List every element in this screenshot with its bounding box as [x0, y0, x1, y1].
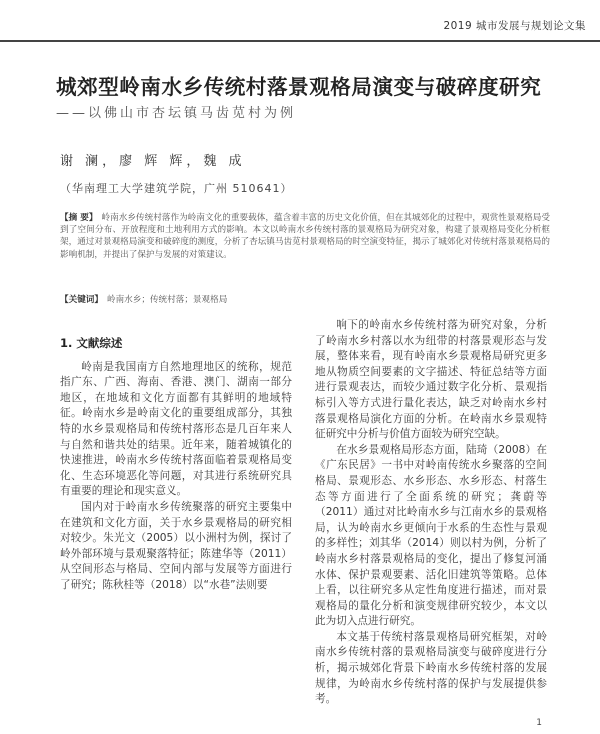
author-affiliation: （华南理工大学建筑学院，广州 510641） — [60, 182, 293, 195]
paragraph: 响下的岭南水乡传统村落为研究对象，分析了岭南水乡村落以水为纽带的村落景观形态与发展，整体来看，现有岭南水乡景观格局研究更多地从物质空间要素的文字描述、特征总结等方面进行景观表达，而较少通过数字化分析、景观指标引入等方式进行量化表达，缺乏对岭南水乡村落景观格局演化方面的分析。在岭南水乡景观特征研究中分析与价值方面较为研究空缺。 — [315, 319, 547, 441]
paragraph: 本文基于传统村落景观格局研究框架，对岭南水乡传统村落的景观格局演变与破碎度进行分析，揭示城郊化背景下岭南水乡传统村落的发展规律，为岭南水乡传统村落的保护与发展提供参考。 — [315, 630, 547, 706]
paragraph: 国内对于岭南水乡传统聚落的研究主要集中在建筑和文化方面，关于水乡景观格局的研究相对较少。朱光文（2005）以小洲村为例，探讨了岭外部环境与景观聚落特征；陈建华等（2011）从空间形态与格局、空间内部与发展等方面进行了研究；陈秋桂等（2018）以“水巷”法则要 — [60, 500, 292, 591]
journal-label: 2019 城市发展与规划论文集 — [443, 20, 586, 32]
running-header — [0, 0, 600, 36]
article-title: 城郊型岭南水乡传统村落景观格局演变与破碎度研究 — [56, 75, 542, 99]
section-heading: 1. 文献综述 — [60, 336, 123, 350]
keywords — [60, 294, 550, 306]
paragraph: 在水乡景观格局形态方面，陆琦（2008）在《广东民居》一书中对岭南传统水乡聚落的空间格局、景观形态、水乡形态、水乡形态、村落生态等方面进行了全面系统的研究；龚蔚等（2011）通过对比岭南水乡与江南水乡的景观格局，认为岭南水乡更倾向于水系的生态性与景观的多样性；刘其华（2014）则以村为例，分析了岭南水乡村落景观格局的变化，提出了修复河涌水体、保护景观要素、活化旧建筑等策略。总体上看，以往研究多从定性角度进行描述，而对景观格局的量化分析和演变规律研究较少，本文以此为切入点进行研究。 — [315, 443, 547, 628]
right-column — [315, 318, 547, 708]
left-column — [60, 318, 292, 594]
abstract-label: 【摘 要】 — [60, 213, 98, 223]
keywords-text: 岭南水乡；传统村落；景观格局 — [106, 295, 228, 305]
header-rule — [0, 40, 600, 42]
article-subtitle: ——以佛山市杏坛镇马齿苋村为例 — [56, 106, 297, 121]
abstract-text: 岭南水乡传统村落作为岭南文化的重要载体，蕴含着丰富的历史文化价值，但在其城郊化的过程中，观赏性景观格局受到了空间分布、开放程度和土地利用方式的影响。本文以岭南水乡传统村落的景观格局为研究对象，构建了景观格局变化分析框架，通过对景观格局演变和破碎度的测度，分析了杏坛镇马齿苋村景观格局的时空演变特征，揭示了城郊化对传统村落景观格局的影响机制，并提出了保护与发展的对策建议。 — [60, 213, 550, 260]
page-number: 1 — [536, 718, 542, 728]
paragraph: 岭南是我国南方自然地理地区的统称，规范指广东、广西、海南、香港、澳门、湖南一部分地区，在地域和文化方面都有其鲜明的地域特征。岭南水乡是岭南文化的重要组成部分，其独特的水乡景观格局和传统村落形态是几百年来人与自然和谐共处的结果。近年来，随着城镇化的快速推进，岭南水乡传统村落面临着景观格局变化、生态环境恶化等问题，对其进行系统研究具有重要的理论和现实意义。 — [60, 360, 292, 498]
author-list: 谢 澜，廖 辉 辉，魏 成 — [60, 154, 246, 169]
keywords-label: 【关键词】 — [60, 295, 103, 305]
abstract — [60, 212, 550, 261]
